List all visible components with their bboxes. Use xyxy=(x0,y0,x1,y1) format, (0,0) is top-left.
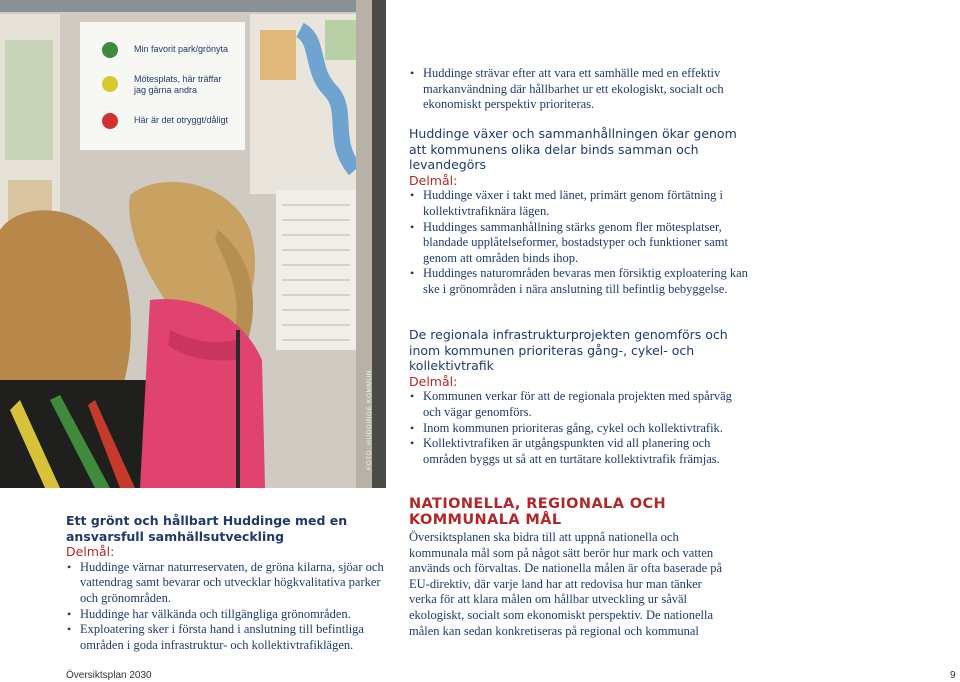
section-growth-heading: Huddinge växer och sammanhållningen ökar genom att kommunens olika delar binds samman och levandegörs xyxy=(409,126,737,173)
footer-title: Översiktsplan 2030 xyxy=(66,670,152,681)
list-item: • Kollektivtrafiken är utgångspunkten vid all planering och områden byggs ut så att en turtätare kollektivtrafik främjas. xyxy=(409,436,749,467)
section-green-delmal: Delmål: xyxy=(66,544,115,560)
top-bullet-list xyxy=(409,66,749,113)
section-green-list xyxy=(66,560,396,654)
section-green-heading: Ett grönt och hållbart Huddinge med en ansvarsfull samhällsutveckling xyxy=(66,513,348,544)
section-growth-delmal: Delmål: xyxy=(409,172,458,188)
list-item: • Huddinge strävar efter att vara ett samhälle med en effektiv markanvändning där hållbarhet ur ett ekologiskt, socialt och ekonomiskt perspektiv prioriteras. xyxy=(409,66,749,113)
list-item: • Huddinges naturområden bevaras men försiktig exploatering kan ske i grönområden i nära anslutning till befintlig bebyggelse. xyxy=(409,266,749,297)
list-item: • Kommunen verkar för att de regionala projekten med spårväg och vägar genomförs. xyxy=(409,389,749,420)
photo xyxy=(0,0,386,488)
list-item: • Exploatering sker i första hand i anslutning till befintliga områden i goda infrastruktur- och kollektivtrafiklägen. xyxy=(66,622,396,653)
poster-legend-1: Min favorit park/grönyta xyxy=(134,44,229,54)
photo-credit: FOTO: HUDDINGE KOMMUN xyxy=(366,369,373,470)
list-item: • Huddinge växer i takt med länet, primärt genom förtätning i kollektivtrafiknära lägen. xyxy=(409,188,749,219)
section-national-body: Översiktsplanen ska bidra till att uppnå nationella och kommunala mål som på något sätt berör hur mark och vatten används och förvaltas. De nationella målen är ofta baserade på EU-direktiv, där varje land har att redovisa hur man tänker verka för att klara målen om hållbar utveckling ur såväl ekologiskt, socialt som ekonomiskt perspektiv. De nationella målen kan sedan konkretiseras på regional och kommunal xyxy=(409,530,723,638)
poster-legend-3: Här är det otryggt/dåligt xyxy=(134,115,229,125)
section-infra-heading: De regionala infrastrukturprojekten genomförs och inom kommunen prioriteras gång-, cykel- och kollektivtrafik xyxy=(409,327,728,374)
section-growth-list xyxy=(409,188,749,297)
list-item: • Huddinges sammanhållning stärks genom fler mötesplatser, blandade upplåtelseformer, bostadstyper och funktioner samt genom att områden binds ihop. xyxy=(409,220,749,267)
page-number: 9 xyxy=(950,670,956,681)
section-infra xyxy=(409,327,749,467)
section-green xyxy=(66,513,396,653)
section-national xyxy=(409,497,731,639)
list-item: • Huddinge har välkända och tillgängliga grönområden. xyxy=(66,607,396,623)
section-infra-list xyxy=(409,389,749,467)
list-item: • Huddinge värnar naturreservaten, de gröna kilarna, sjöar och vattendrag samt bevarar och utvecklar högkvalitativa parker och grönområden. xyxy=(66,560,396,607)
section-growth xyxy=(409,126,749,298)
section-infra-delmal: Delmål: xyxy=(409,373,458,389)
section-national-heading: NATIONELLA, REGIONALA OCH KOMMUNALA MÅL xyxy=(409,496,667,528)
poster-legend-2: Mötesplats, här träffar jag gärna andra xyxy=(134,74,222,95)
list-item: • Inom kommunen prioriteras gång, cykel och kollektivtrafik. xyxy=(409,421,749,437)
top-bullet-block xyxy=(409,66,749,113)
